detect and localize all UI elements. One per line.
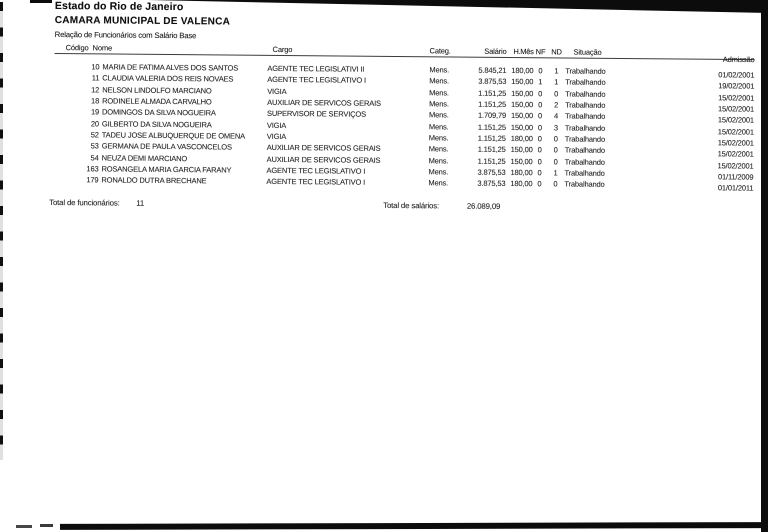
total-funcionarios-label: Total de funcionários: — [49, 197, 120, 208]
cell-admissao: 01/11/2009 — [717, 172, 754, 182]
cell-nd: 0 — [553, 134, 558, 144]
cell-codigo: 19 — [90, 107, 100, 117]
cell-salario: 1.709,79 — [477, 111, 507, 121]
cell-codigo: 163 — [86, 164, 99, 174]
cell-admissao: 15/02/2001 — [717, 127, 754, 137]
scan-bottom-dash-artifact — [16, 525, 32, 528]
cell-codigo: 11 — [91, 73, 100, 83]
cell-situacao: Trabalhando — [564, 111, 606, 122]
cell-nome: RONALDO DUTRA BRECHANE — [101, 175, 207, 186]
column-header-codigo: Código — [65, 43, 89, 53]
state-name: Estado do Rio de Janeiro — [54, 0, 184, 14]
cell-nf: 0 — [537, 145, 542, 155]
cell-situacao: Trabalhando — [564, 179, 605, 190]
cell-hmes: 150,00 — [511, 100, 534, 110]
cell-situacao: Trabalhando — [564, 123, 606, 133]
cell-hmes: 150,00 — [510, 111, 534, 121]
table-body — [53, 63, 754, 194]
cell-admissao: 01/02/2001 — [718, 70, 755, 80]
cell-codigo: 18 — [91, 96, 100, 106]
column-header-nd: ND — [551, 47, 562, 57]
cell-cargo: AGENTE TEC LEGISLATIVO I — [266, 165, 366, 176]
document-content — [0, 0, 768, 216]
cell-nf: 0 — [538, 88, 543, 98]
cell-cargo: AGENTE TEC LEGISLATIVO I — [267, 75, 367, 86]
cell-admissao: 15/02/2001 — [717, 104, 755, 114]
cell-categ: Mens. — [428, 133, 449, 143]
cell-salario: 1.151,25 — [477, 145, 506, 155]
cell-nome: RODINELE ALMADA CARVALHO — [102, 96, 212, 107]
cell-codigo: 53 — [90, 141, 99, 151]
cell-nome: MARIA DE FATIMA ALVES DOS SANTOS — [102, 62, 239, 73]
cell-salario: 1.151,25 — [478, 88, 507, 98]
cell-nd: 3 — [553, 123, 558, 133]
cell-categ: Mens. — [429, 65, 450, 75]
cell-nd: 1 — [553, 168, 558, 178]
scan-bottom-edge-artifact — [60, 522, 768, 530]
column-header-nome: Nome — [92, 43, 113, 53]
cell-salario: 5.845,21 — [478, 65, 507, 75]
cell-admissao: 15/02/2001 — [717, 138, 754, 148]
column-header-hmes: H.Mês — [513, 47, 534, 57]
cell-cargo: AUXILIAR DE SERVICOS GERAIS — [266, 143, 381, 154]
cell-admissao: 15/02/2001 — [718, 92, 755, 103]
cell-admissao: 19/02/2001 — [718, 81, 755, 91]
cell-cargo: SUPERVISOR DE SERVIÇOS — [266, 109, 367, 120]
cell-categ: Mens. — [428, 178, 449, 188]
cell-categ: Mens. — [428, 110, 449, 120]
cell-admissao: 15/02/2001 — [717, 115, 755, 125]
cell-situacao: Trabalhando — [565, 89, 606, 99]
cell-nome: NELSON LINDOLFO MARCIANO — [102, 85, 212, 96]
cell-hmes: 150,00 — [511, 88, 534, 98]
cell-nd: 4 — [553, 111, 559, 121]
cell-cargo: VIGIA — [267, 86, 287, 96]
cell-admissao: 15/02/2001 — [717, 161, 754, 171]
cell-salario: 1.151,25 — [478, 99, 507, 109]
report-subtitle: Relação de Funcionários com Salário Base — [54, 29, 197, 41]
cell-situacao: Trabalhando — [564, 157, 605, 167]
cell-salario: 3.875,53 — [477, 179, 506, 189]
column-header-salario: Salário — [484, 46, 507, 56]
cell-codigo: 12 — [91, 85, 100, 95]
cell-situacao: Trabalhando — [564, 134, 606, 144]
column-header-admissao: Admissão — [722, 54, 755, 65]
cell-cargo: AGENTE TEC LEGISLATIVO I — [266, 177, 366, 188]
cell-nd: 2 — [554, 100, 559, 110]
cell-categ: Mens. — [428, 144, 449, 154]
cell-categ: Mens. — [429, 76, 450, 86]
cell-categ: Mens. — [428, 167, 449, 177]
cell-situacao: Trabalhando — [565, 66, 606, 76]
column-header-cargo: Cargo — [272, 44, 293, 55]
cell-salario: 1.151,25 — [477, 133, 506, 144]
cell-nf: 0 — [537, 168, 542, 178]
cell-cargo: AUXILIAR DE SERVICOS GERAIS — [266, 154, 381, 165]
cell-nf: 0 — [537, 122, 542, 132]
total-funcionarios-value: 11 — [136, 198, 145, 208]
cell-salario: 3.875,53 — [478, 77, 507, 87]
cell-hmes: 150,00 — [510, 122, 533, 132]
cell-salario: 3.875,53 — [477, 167, 506, 178]
cell-codigo: 20 — [90, 119, 99, 129]
cell-situacao: Trabalhando — [565, 100, 606, 110]
cell-nome: DOMINGOS DA SILVA NOGUEIRA — [101, 107, 216, 118]
page-title: CAMARA MUNICIPAL DE VALENCA — [54, 14, 231, 28]
cell-hmes: 180,00 — [510, 179, 533, 189]
cell-hmes: 150,00 — [510, 156, 533, 166]
cell-hmes: 180,00 — [510, 134, 533, 144]
cell-admissao: 15/02/2001 — [717, 149, 754, 160]
cell-nd: 0 — [553, 145, 558, 155]
cell-nome: GERMANA DE PAULA VASCONCELOS — [101, 141, 232, 152]
cell-nd: 1 — [554, 66, 559, 76]
total-salarios-label: Total de salários: — [383, 200, 440, 211]
scan-bottom-dash-artifact — [40, 524, 53, 527]
cell-hmes: 150,00 — [510, 145, 533, 155]
total-salarios-value: 26.089,09 — [466, 201, 501, 211]
cell-codigo: 10 — [91, 62, 100, 72]
cell-nome: GILBERTO DA SILVA NOGUEIRA — [101, 119, 212, 130]
column-header-categ: Categ. — [429, 46, 451, 56]
cell-nf: 1 — [538, 77, 543, 87]
cell-codigo: 52 — [90, 130, 99, 140]
cell-nf: 0 — [537, 156, 542, 167]
cell-hmes: 180,00 — [511, 65, 534, 76]
cell-nf: 0 — [538, 100, 543, 110]
cell-nf: 0 — [537, 134, 542, 144]
cell-nd: 0 — [554, 89, 559, 99]
cell-cargo: VIGIA — [266, 131, 287, 142]
cell-nome: ROSANGELA MARIA GARCIA FARANY — [101, 164, 232, 175]
cell-nome: CLAUDIA VALERIA DOS REIS NOVAES — [102, 73, 234, 84]
cell-situacao: Trabalhando — [564, 168, 605, 178]
cell-codigo: 54 — [90, 153, 99, 163]
cell-situacao: Trabalhando — [565, 77, 606, 88]
cell-categ: Mens. — [428, 121, 449, 132]
cell-categ: Mens. — [428, 156, 449, 166]
cell-nd: 0 — [553, 157, 558, 167]
cell-cargo: VIGIA — [266, 120, 287, 130]
cell-categ: Mens. — [429, 87, 449, 98]
cell-salario: 1.151,25 — [477, 122, 506, 132]
cell-hmes: 180,00 — [510, 168, 533, 178]
cell-nome: NEUZA DEMI MARCIANO — [101, 153, 188, 163]
cell-nome: TADEU JOSE ALBUQUERQUE DE OMENA — [101, 130, 246, 141]
cell-nd: 1 — [554, 77, 559, 87]
cell-cargo: AGENTE TEC LEGISLATIVI II — [267, 63, 365, 74]
cell-nf: 0 — [537, 179, 542, 189]
cell-nd: 0 — [553, 179, 558, 189]
document-header — [55, 0, 768, 47]
cell-hmes: 150,00 — [511, 77, 534, 87]
cell-categ: Mens. — [429, 99, 449, 109]
cell-codigo: 179 — [86, 175, 99, 185]
employee-table — [53, 43, 754, 194]
cell-salario: 1.151,25 — [477, 156, 506, 166]
cell-situacao: Trabalhando — [564, 145, 605, 156]
cell-cargo: AUXILIAR DE SERVICOS GERAIS — [267, 97, 381, 108]
cell-admissao: 01/01/2011 — [717, 183, 754, 194]
cell-nf: 0 — [537, 111, 543, 121]
column-header-nf: NF — [535, 47, 546, 57]
totals-row — [49, 197, 766, 216]
cell-nf: 0 — [538, 66, 543, 76]
column-header-situacao: Situação — [573, 47, 602, 57]
